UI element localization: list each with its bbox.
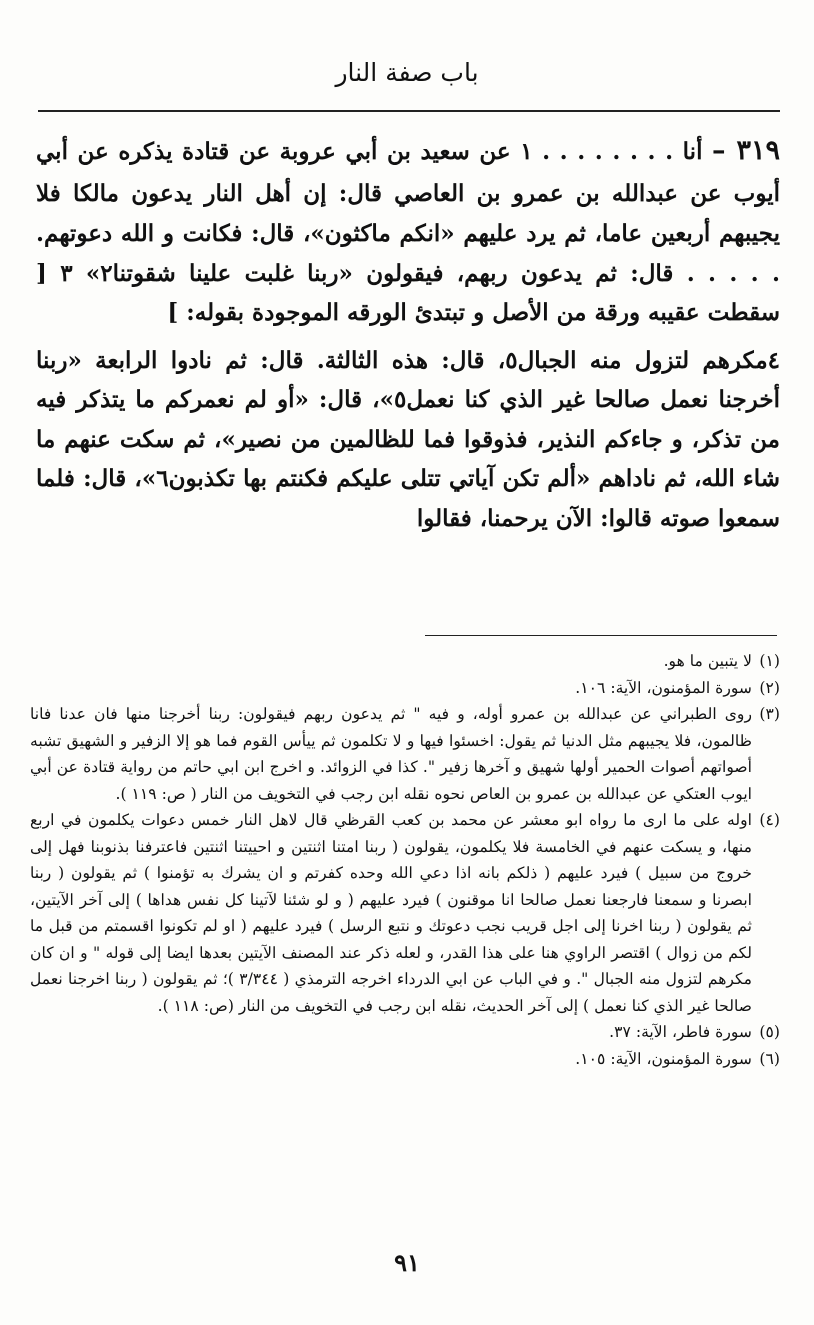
footnote-text: اوله على ما ارى ما رواه ابو معشر عن محمد بن كعب القرظي قال لاهل النار خمس دعوات يكلمون في اربع منها، و يسكت عنهم في الخامسة فلا يكلمون، يقولون ( ربنا امتنا اثنتين و احييتنا اثنتين فاعترفنا بذنوبنا فهل إلى خروج من سبيل ) فيرد عليهم ( ذلكم بانه اذا دعي الله وحده كفرتم و ان يشرك به تؤمنوا ) ثم يقولون ( ربنا ابصرنا و سمعنا فارجعنا نعمل صالحا انا موقنون ) فيرد عليهم ( و لو شئنا لآتينا كل نفس هداها ) إلى آخر الآيتين، ثم يقولون ( ربنا اخرنا إلى اجل قريب نجب دعوتك و نتبع الرسل ) فيرد عليهم ( او لم تكونوا اقسمتم من قبل ما لكم من زوال ) اقتصر الراوي هنا على هذا القدر، و لعله ذكر عند المصنف الآيتين بعدها ايضا إلى قوله " و ان كان مكرهم لتزول منه الجبال ". و في الباب عن ابي الدرداء اخرجه الترمذي ( ٣/٣٤٤ )؛ ثم يقولون ( ربنا اخرجنا نعمل صالحا غير الذي كنا نعمل ) إلى آخر الحديث، نقله ابن رجب في التخويف من النار (ص: ١١٨ ). (30, 811, 752, 1015)
footnote-mark: (١) (759, 652, 780, 670)
header-divider (38, 110, 780, 112)
footnote-mark: (٤) (759, 811, 780, 829)
footnote-1 (30, 648, 780, 675)
footnote-text: سورة المؤمنون، الآية: ١٠٥. (575, 1049, 752, 1068)
footnote-mark: (٢) (759, 678, 780, 697)
footnote-3 (30, 701, 780, 807)
footnote-text: سورة فاطر، الآية: ٣٧. (609, 1023, 752, 1041)
paragraph-1-text: أنا . . . . . . . . ١ عن سعيد بن أبي عروبة عن قتادة يذكره عن أبي أيوب عن عبدالله بن عمرو بن العاصي قال: إن أهل النار يدعون مالكا فلا يجيبهم أربعين عاما، ثم يرد عليهم «انكم ماكثون»، قال: فكانت و الله دعوتهم. . . . . . قال: ثم يدعون ربهم، فيقولون «ربنا غلبت علينا شقوتنا٢» ٣ [ سقطت عقيبه ورقة من الأصل و تبتدئ الورقه الموجودة بقوله: ] (36, 138, 780, 327)
paragraph-1 (36, 128, 780, 333)
main-text (36, 128, 780, 538)
footnotes (30, 648, 780, 1072)
footnote-divider (425, 635, 777, 636)
footnote-5 (30, 1019, 780, 1046)
paragraph-2: ٤مكرهم لتزول منه الجبال٥، قال: هذه الثالثة. قال: ثم نادوا الرابعة «ربنا أخرجنا نعمل صالحا غير الذي كنا نعمل٥»، قال: «أو لم نعمركم ما يتذكر فيه من تذكر، و جاءكم النذير، فذوقوا فما للظالمين من نصير»، ثم سكت عنهم ما شاء الله، ثم ناداهم «ألم تكن آياتي تتلى عليكم فكنتم بها تكذبون٦»، قال: فلما سمعوا صوته قالوا: الآن يرحمنا، فقالوا (36, 346, 780, 532)
footnote-text: لا يتبين ما هو. (663, 652, 752, 670)
footnote-4 (30, 807, 780, 1019)
hadith-number: ٣١٩ – (712, 135, 780, 166)
footnote-text: روى الطبراني عن عبدالله بن عمرو أوله، و فيه " ثم يدعون ربهم فيقولون: ربنا أخرجنا منها فان عدنا فانا ظالمون، فلا يجيبهم مثل الدنيا ثم يقول: اخسئوا فيها و لا تكلمون ثم ييأس القوم فما هو إلا الزفير و الشهيق تشبه أصواتهم أصوات الحمير أولها شهيق و آخرها زفير ". كذا في الزوائد. و اخرج ابن ابي حاتم من رواية قتادة عن أبي ايوب العتكي عن عبدالله بن عمرو بن العاص نحوه نقله ابن رجب في التخويف من النار ( ص: ١١٩ ). (30, 705, 752, 803)
footnote-mark: (٣) (759, 705, 780, 723)
page-number: ٩١ (394, 1248, 420, 1277)
chapter-title: باب صفة النار (335, 58, 479, 87)
footnote-2 (30, 675, 780, 702)
footnote-text: سورة المؤمنون، الآية: ١٠٦. (575, 678, 752, 697)
footnote-6 (30, 1046, 780, 1073)
footnote-mark: (٥) (759, 1023, 780, 1041)
footnote-mark: (٦) (759, 1049, 780, 1068)
